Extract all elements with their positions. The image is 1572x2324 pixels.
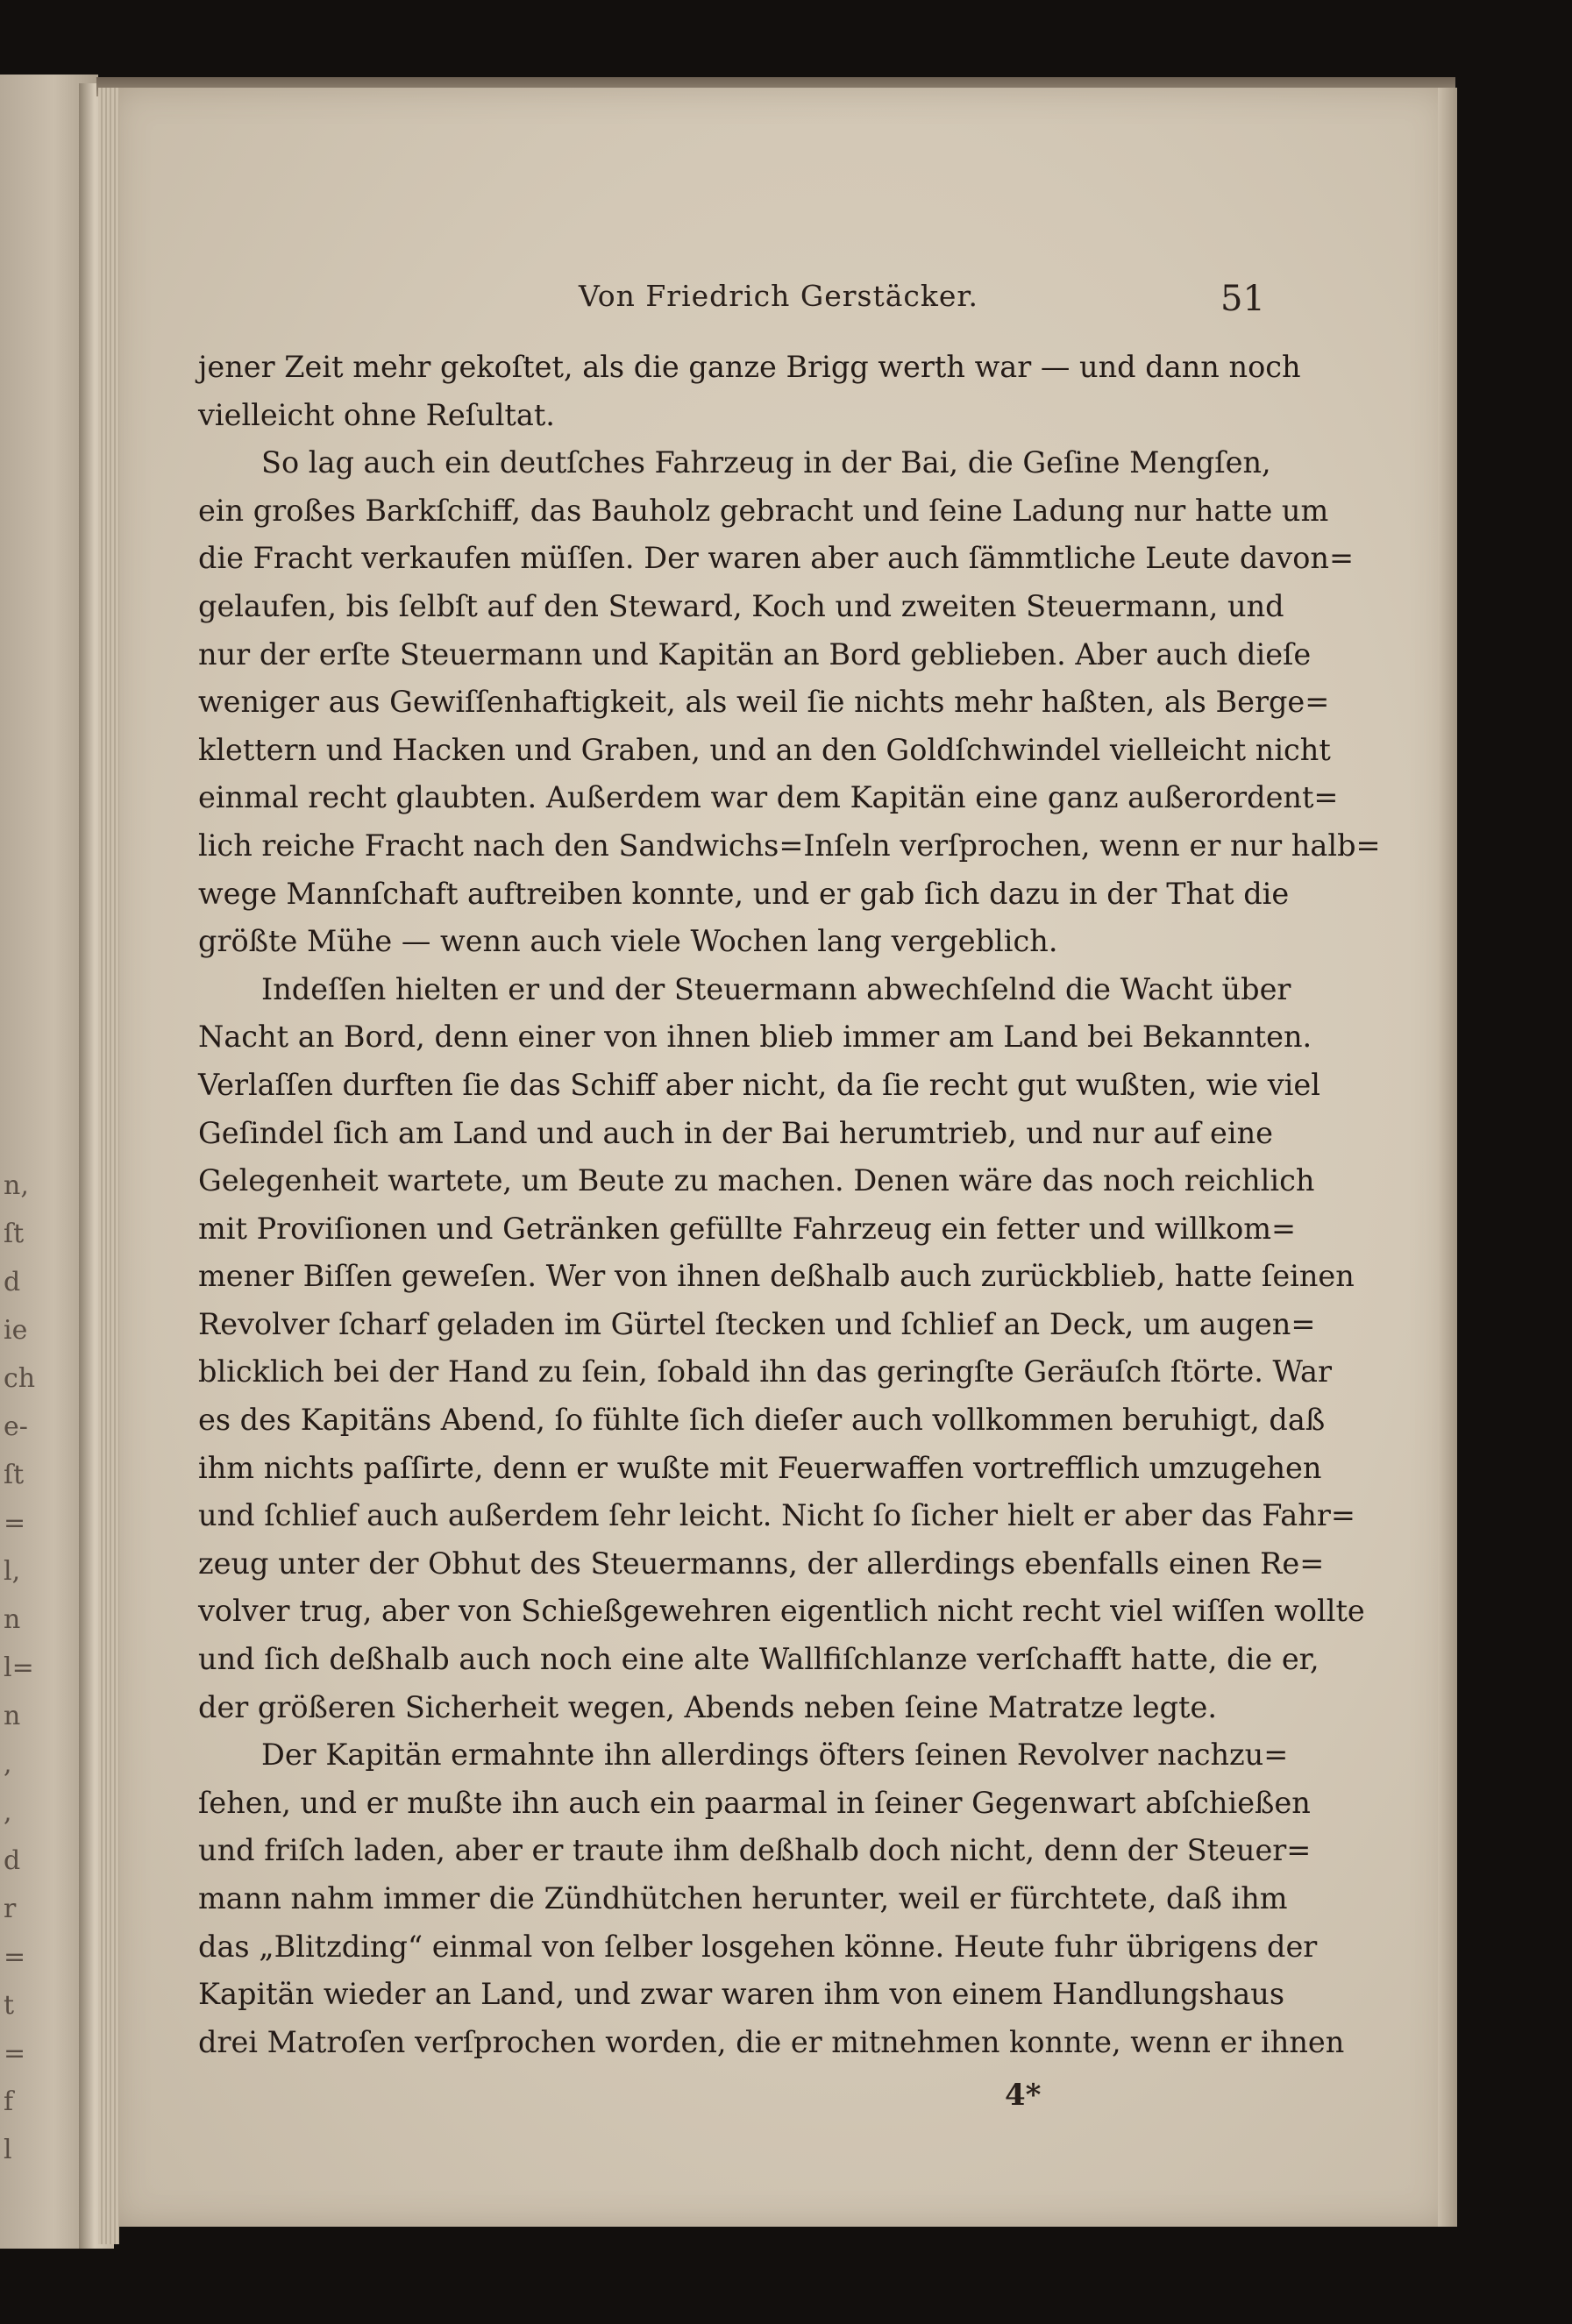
body-text — [198, 344, 1381, 2066]
text-line: Der Kapitän ermahnte ihn allerdings öfters ſeinen Revolver nachzu= — [261, 1738, 1289, 1773]
text-line: das „Blitzding“ einmal von ſelber losgehen könne. Heute fuhr übrigens der — [198, 1929, 1318, 1964]
text-line: volver trug, aber von Schießgewehren eigentlich nicht recht viel wiſſen wollte — [198, 1594, 1365, 1629]
left-page-fragment: , — [4, 1749, 12, 1780]
text-line: größte Mühe — wenn auch viele Wochen lang vergeblich. — [198, 924, 1058, 959]
text-line: mit Proviſionen und Getränken gefüllte Fahrzeug ein fetter und willkom= — [198, 1211, 1297, 1246]
page-right-edge — [1438, 88, 1457, 2227]
text-line: zeug unter der Obhut des Steuermanns, der allerdings ebenfalls einen Re= — [198, 1546, 1325, 1581]
text-line: es des Kapitäns Abend, ſo fühlte ſich dieſer auch vollkommen beruhigt, daß — [198, 1403, 1326, 1438]
text-line: und ſich deßhalb auch noch eine alte Wallfiſchlanze verſchafft hatte, die er, — [198, 1642, 1319, 1677]
left-page-fragment: , — [4, 1797, 12, 1828]
text-line: Indeſſen hielten er und der Steuermann abwechſelnd die Wacht über — [261, 971, 1291, 1006]
page-stack-edges — [98, 88, 119, 2244]
text-line: die Fracht verkaufen müſſen. Der waren aber auch ſämmtliche Leute davon= — [198, 541, 1355, 576]
text-line: der größeren Sicherheit wegen, Abends neben ſeine Matratze legte. — [198, 1689, 1217, 1724]
text-line: drei Matroſen verſprochen worden, die er mitnehmen konnte, wenn er ihnen — [198, 2024, 1345, 2059]
left-page-fragment: l, — [4, 1556, 21, 1587]
signature-mark: 4* — [1005, 2078, 1042, 2113]
text-line: klettern und Hacken und Graben, und an den Goldſchwindel vielleicht nicht — [198, 732, 1331, 767]
text-line: vielleicht ohne Reſultat. — [198, 397, 555, 432]
text-line: ſehen, und er mußte ihn auch ein paarmal in ſeiner Gegenwart abſchießen — [198, 1785, 1311, 1820]
left-page-fragment: = — [4, 2038, 26, 2069]
text-line: ihm nichts paſſirte, denn er wußte mit Feuerwaffen vortrefflich umzugehen — [198, 1450, 1322, 1485]
text-line: Geſindel ſich am Land und auch in der Bai herumtrieb, und nur auf eine — [198, 1115, 1273, 1150]
left-page-fragment: l= — [4, 1652, 34, 1683]
left-page-fragment: f — [4, 2086, 14, 2117]
text-line: Nacht an Bord, denn einer von ihnen blieb immer am Land bei Bekannten. — [198, 1020, 1312, 1055]
left-page-fragment: = — [4, 1508, 26, 1539]
text-line: gelaufen, bis ſelbſt auf den Steward, Koch und zweiten Steuermann, und — [198, 588, 1284, 623]
left-page-fragment: ſt — [4, 1219, 25, 1249]
left-page-fragment: n — [4, 1701, 21, 1731]
left-page-fragment: n — [4, 1604, 21, 1635]
text-line: jener Zeit mehr gekoſtet, als die ganze Brigg werth war — und dann noch — [198, 350, 1301, 384]
text-line: nur der erſte Steuermann und Kapitän an Bord geblieben. Aber auch dieſe — [198, 636, 1312, 672]
text-line: Revolver ſcharf geladen im Gürtel ſtecken und ſchlief an Deck, um augen= — [198, 1306, 1316, 1341]
text-line: weniger aus Gewiſſenhaftigkeit, als weil ſie nichts mehr haßten, als Berge= — [198, 685, 1330, 720]
text-line: Gelegenheit wartete, um Beute zu machen. Denen wäre das noch reichlich — [198, 1163, 1315, 1198]
left-page-fragment: t — [4, 1990, 15, 2021]
text-line: blicklich bei der Hand zu ſein, ſobald ihn das geringſte Geräuſch ſtörte. War — [198, 1354, 1333, 1389]
text-line: lich reiche Fracht nach den Sandwichs=Inſeln verſprochen, wenn er nur halb= — [198, 828, 1381, 863]
text-line: mann nahm immer die Zündhütchen herunter, weil er fürchtete, daß ihm — [198, 1881, 1288, 1915]
left-page-fragment: e- — [4, 1411, 28, 1442]
text-line: Verlaſſen durften ſie das Schiff aber nicht, da ſie recht gut wußten, wie viel — [198, 1067, 1320, 1102]
left-page-fragment: ſt — [4, 1460, 25, 1490]
left-page-fragment: = — [4, 1942, 26, 1972]
left-page-fragment: d — [4, 1845, 21, 1876]
text-line: einmal recht glaubten. Außerdem war dem Kapitän eine ganz außerordent= — [198, 780, 1339, 815]
running-head: Von Friedrich Gerstäcker. — [579, 279, 979, 313]
text-line: und ſchlief auch außerdem ſehr leicht. Nicht ſo ſicher hielt er aber das Fahr= — [198, 1498, 1355, 1533]
left-page-fragment: ch — [4, 1363, 36, 1394]
text-line: ein großes Barkſchiff, das Bauholz gebracht und ſeine Ladung nur hatte um — [198, 493, 1329, 528]
text-line: mener Biſſen geweſen. Wer von ihnen deßhalb auch zurückblieb, hatte ſeinen — [198, 1259, 1355, 1294]
left-page-fragment: n, — [4, 1170, 29, 1201]
left-page-fragment: d — [4, 1267, 21, 1297]
text-line: und friſch laden, aber er traute ihm deßhalb doch nicht, denn der Steuer= — [198, 1833, 1312, 1868]
left-page-fragment: l — [4, 2135, 12, 2165]
left-page-fragment: ie — [4, 1315, 28, 1346]
text-line: wege Mannſchaft auftreiben konnte, und er gab ſich dazu in der That die — [198, 876, 1290, 911]
page-number: 51 — [1220, 279, 1265, 319]
text-line: So lag auch ein deutſches Fahrzeug in der Bai, die Geſine Mengſen, — [261, 445, 1271, 480]
text-line: Kapitän wieder an Land, und zwar waren ihm von einem Handlungshaus — [198, 1977, 1285, 2012]
left-page-text-fragments — [4, 1162, 39, 2174]
left-page-fragment: r — [4, 1894, 17, 1924]
